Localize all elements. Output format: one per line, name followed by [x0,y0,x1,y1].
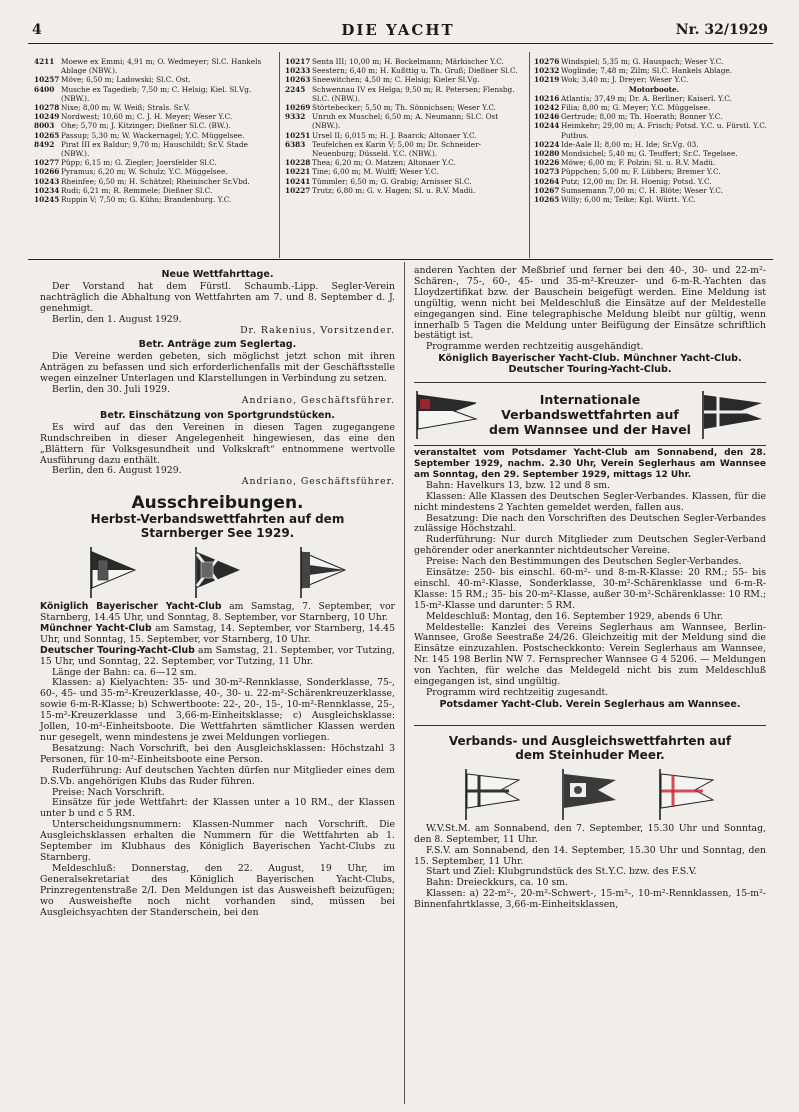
registry-entry [534,149,774,158]
registry-entry [34,186,274,195]
swallowtail-flag-icon [657,768,717,820]
registry-number: 10234 [34,185,60,195]
registry-number: 2245 [285,84,306,94]
registry-number: 4211 [34,57,55,66]
section-rule [414,725,766,726]
registry-text: Moewe ex Emmi; 4,91 m; O. Wedmeyer; Sl.C. Hankels Ablage (NBW.). [61,57,262,76]
club-signature: Deutscher Touring-Yacht-Club. [508,364,672,376]
registry-entry [34,131,274,140]
dtyc-entry: Deutscher Touring-Yacht-Club am Samstag, 21. September, vor Tutzing, 15 Uhr, und Sonntag, 22. September, vor Tutzing, 11 Uhr. [40,644,395,667]
registry-text: Nordwest; 10,60 m; C. J. H. Meyer; Weser Y.C. [61,112,233,122]
paragraph: Programm wird rechtzeitig zugesandt. [426,687,609,698]
flags-row [60,546,375,598]
signature: Andriano, Geschäftsführer. [241,394,395,406]
registry-number: 10257 [34,75,60,85]
registry-text: Ruppin V; 7,50 m; G. Kühn; Brandenburg. Y.C. [61,195,232,205]
column-divider [279,52,280,258]
registry-entry [34,121,274,130]
date-line: Berlin, den 30. Juli 1929. [52,384,170,396]
registry-number: 10266 [34,167,60,177]
right-column [414,266,766,911]
registry-number: 10280 [534,149,560,159]
registry-entry [34,103,274,112]
heading-einschaetzung: Betr. Einschätzung von Sportgrundstücken. [100,409,335,421]
kbyc-entry: Königlich Bayerischer Yacht-Club am Samstag, 7. September, vor Starnberg, 14.45 Uhr, und Sonntag, 8. September, vor Starnberg, 10 Uhr. [40,601,395,624]
registry-number: 10265 [534,195,560,205]
registry-number: 10278 [34,103,60,113]
date-line: Berlin, den 1. August 1929. [52,313,182,325]
journal-title: DIE YACHT [341,21,455,39]
myc-entry: Münchner Yacht-Club am Samstag, 14. September, vor Starnberg, 14.45 Uhr, und Sonntag, 15. September, vor Starnberg, 10 Uhr. [40,622,395,645]
registry-text: Willy; 6,00 m; Teike; Kgl. Württ. Y.C. [561,195,696,205]
paragraph: Ruderführung: Nur durch Mitglieder zum Deutschen Segler-Verband gehörender oder anerkannter nichtdeutscher Vereine. [414,534,766,557]
registry-entry [34,195,274,204]
registry-text: Möwe; 6,00 m; F. Polzin; Sl. u. R.V. Madü. [561,158,716,168]
section-rule [414,382,766,383]
registry-entry [534,140,774,149]
registry-entry [534,94,774,103]
paragraph: Meldeschluß: Donnerstag, den 22. August, 19 Uhr, im Generalsekretariat des Königlich Bayerischen Yacht-Clubs, Prinzregentenstraße 2/I. Den Meldungen ist das Ausweisheft beizufügen; wo Ausweishefte noch nicht vorhanden sind, müssen bei Ausgleichsyachten der Standerschein, bei den [40,862,395,918]
registry-number: 6383 [285,139,306,149]
paragraph: Länge der Bahn: ca. 6—12 sm. [52,666,197,678]
registry-number: 10245 [34,195,60,205]
registry-number: 10224 [534,139,560,149]
registry-entry [534,66,774,75]
registry-column-1 [34,57,274,204]
registry-entry [534,186,774,195]
registry-number: 10226 [534,158,560,168]
paragraph: Meldestelle: Kanzlei des Vereins Seglerhaus am Wannsee, Berlin-Wannsee, Große Seestraße 24/26. Gleichzeitig mit der Meldung sind die Einsätze einzuzahlen. Postscheckkonto: Verein Seglerhaus am Wannsee, Nr. 145 198 Berlin NW 7. Fernsprecher Wannsee G 4 5206. — Meldungen von Yachten, für welche das Meldegeld nicht bis zum Meldeschluß eingegangen ist, sind ungültig. [414,621,766,688]
heading-antraege: Betr. Anträge zum Seglertag. [138,339,297,351]
registry-number: 10251 [285,130,311,140]
registry-entry [285,140,525,158]
paragraph: Die Vereine werden gebeten, sich möglichst jetzt schon mit ihren Anträgen zu befassen und sich erforderlichenfalls mit der Geschäftsstelle wegen einzelner Unterlagen und Klarstellungen in Verbindung zu setzen. [40,351,395,385]
registry-entry [285,112,525,130]
paragraph: Bahn: Dreieckkurs, ca. 10 sm. [426,877,568,889]
registry-entry [34,57,274,75]
registry-entry [534,195,774,204]
registry-entry [285,167,525,176]
registry-entry [34,177,274,186]
registry-entry [34,112,274,121]
registry-text: Mondsichel; 5,40 m; G. Teuffert; Sr.C. Tegelsee. [561,149,738,159]
registry-entry [285,66,525,75]
registry-entry [534,103,774,112]
swallowtail-flag-icon [463,768,523,820]
paragraph: Bahn: Havelkurs 13, bzw. 12 und 8 sm. [426,479,611,491]
registry-entry [285,85,525,103]
paragraph: F.S.V. am Sonnabend, den 14. September, 15.30 Uhr und Sonntag, den 15. September, 11 Uhr. [414,844,766,867]
ausschreibungen-heading: Ausschreibungen. [131,493,304,514]
registry-number: 10264 [534,176,560,186]
column-divider [529,52,530,258]
registry-entry [34,167,274,176]
section-rule [414,445,766,446]
registry-number: 10227 [285,185,311,195]
registry-text: Rudi; 6,21 m; R. Remmele; Dießner Sl.C. [61,185,213,195]
registry-text: Tümmler; 6,50 m; G. Grabig; Arnisser Sl.C. [312,176,472,186]
registry-entry [34,75,274,84]
paragraph: Einsätze: 250- bis einschl. 60-m²- und 8-m-R-Klasse: 20 RM.; 55- bis einschl. 40-m²-Klasse, Sonderklasse, 30-m²-Schärenklasse und 6-m-R-Klasse: 15 RM.; 35- bis 20-m²-Klasse, außer 30-m²-Schärenklasse: 10 RM.; 15-m²-Klasse und darunter: 5 RM. [414,567,766,611]
registry-number: 10241 [285,176,311,186]
registry-text: Ohe; 5,70 m; J. Kitzinger; Dießner Sl.C. (BW.). [61,121,231,131]
registry-number: 10249 [34,112,60,122]
paragraph: Es wird auf das den Vereinen in diesen Tagen zugegangene Rundschreiben in dieser Angelegenheit hingewiesen, das eine den „Blättern für Volksgesundheit und Volkskraft“ entnommene wertvolle Ausführung dazu enthält. [40,421,395,466]
paragraph: Klassen: a) Kielyachten: 35- und 30-m²-Rennklasse, Sonderklasse, 75-, 60-, 45- und 35-m²-Kreuzerklasse, 40-, 30- u. 22-m²-Schärenkreuzerklasse, sowie 6-m-R-Klasse; b) Schwertboote: 22-, 20-, 15-, 10-m²-Rennklasse, 25-, 15-m²-Kreuzerklasse und 3,66-m-Einheitsklasse; c) Ausgleichsklasse: Jollen, 10-m²-Einheitsboote. Die Wettfahrten sämtlicher Klassen werden nur gesegelt, wenn mindestens je zwei Meldungen vorliegen. [40,677,395,743]
club-burgee-flag-icon [88,546,138,598]
registry-text: Putz; 12,00 m; Dr. H. Hoenig; Potsd. Y.C. [561,176,712,186]
registry-entry [534,121,774,139]
heading-neue-wettfahrttage: Neue Wettfahrttage. [161,269,274,280]
header-rule [28,43,773,44]
registry-number: 10277 [34,158,60,168]
registry-text: Woglinde; 7,48 m; Zilm; Sl.C. Hankels Ablage. [561,66,732,76]
issue-number: Nr. 32/1929 [675,22,768,38]
registry-text: Filia; 8,00 m; G. Meyer; Y.C. Müggelsee. [561,103,711,113]
registry-rule [28,259,773,260]
registry-text: Sumsemann 7,00 m; C. H. Blöte; Weser Y.C. [561,185,723,195]
column-divider [404,262,405,1104]
club-signature: Königlich Bayerischer Yacht-Club. Münchner Yacht-Club. [438,353,742,365]
registry-entry [34,85,274,103]
registry-entry [285,177,525,186]
registry-entry [534,75,774,84]
registry-number: 9332 [285,112,306,122]
registry-number: 10263 [285,75,311,85]
registry-text: Ide-Aale II; 8,00 m; H. Ide; Sr.Vg. 03. [561,139,699,149]
registry-number: 8003 [34,121,55,131]
registry-text: Passup; 5,30 m; W. Wackernagel; Y.C. Müggelsee. [61,130,245,140]
registry-text: Pirat III ex Baldur; 9,70 m; Hauschildt; Sr.V. Stade (NBW.). [61,139,248,159]
intl-lead: veranstaltet vom Potsdamer Yacht-Club am Sonnabend, den 28. September 1929, nachm. 2.30 Uhr, Verein Seglerhaus am Wannsee am Sonntag, den 29. September 1929, mittags 12 Uhr. [414,448,766,480]
registry-entry [534,57,774,66]
registry-number: 10216 [534,93,560,103]
registry-number: 10269 [285,103,311,113]
steinhuder-title: Verbands- und Ausgleichswettfahrten auf dem Steinhuder Meer. [448,733,732,762]
paragraph: W.V.St.M. am Sonnabend, den 7. September, 15.30 Uhr und Sonntag, den 8. September, 11 Uhr. [414,822,766,845]
registry-column-3 [534,57,774,204]
registry-entry [534,158,774,167]
registry-number: 8492 [34,139,55,149]
club-burgee-flag-icon [193,546,243,598]
registry-text: Möve; 6,50 m; Ladowski; Sl.C. Ost. [61,75,191,85]
registry-entry [285,75,525,84]
date-line: Berlin, den 6. August 1929. [52,465,182,477]
registry-number: 10276 [534,57,560,66]
registry-entry [534,112,774,121]
registry-text: Windspiel; 5,35 m; G. Hauspach; Weser Y.C. [561,57,724,66]
registry-entry [285,131,525,140]
paragraph: Besatzung: Die nach den Vorschriften des Deutschen Segler-Verbandes zulässige Höchstzahl. [414,512,766,535]
registry-text: Ursel II; 6,015 m; H. J. Baarck; Altonaer Y.C. [312,130,477,140]
signature: Andriano, Geschäftsführer. [241,476,395,488]
paragraph: Start und Ziel: Klubgrundstück des St.Y.C. bzw. des F.S.V. [426,866,697,878]
registry-number: 10267 [534,185,560,195]
left-column [40,266,395,918]
swallowtail-flag-icon [700,389,766,439]
intl-title-block [414,389,766,439]
registry-text: Musche ex Tagedieb; 7,50 m; C. Helsig; Kiel. Sl.Vg. (NBW.). [61,84,252,103]
registry-text: Senta III; 10,00 m; H. Bockelmann; Märkischer Y.C. [312,57,504,66]
registry-text: Thea; 6,20 m; O. Matzen; Altonaer Y.C. [312,158,456,168]
pennant-flag-icon [298,546,348,598]
registry-text: Unruh ex Muschel; 6,50 m; A. Neumann; Sl.C. Ost (NBW.). [312,112,499,131]
swallowtail-flag-icon [560,768,620,820]
registry-number: 10228 [285,158,311,168]
registry-number: 10273 [534,167,560,177]
paragraph: Klassen: a) 22-m²-, 20-m²-Schwert-, 15-m²-, 10-m²-Rennklassen, 15-m²-Binnenfahrtklasse, 3,66-m-Einheitsklassen, [414,888,766,911]
registry-text: Pyramus; 6,20 m; W. Schulz; Y.C. Müggelsee. [61,167,228,177]
paragraph: Meldeschluß: Montag, den 16. September 1929, abends 6 Uhr. [426,610,724,622]
registry-number: 10217 [285,57,311,66]
registry-entry [285,158,525,167]
registry-text: Rheinfee; 6,50 m; H. Schätzel; Rheinischer Sr.Vbd. [61,176,250,186]
registry-number: 10221 [285,167,311,177]
registry-text: Atlantis; 37,49 m; Dr. A. Berliner; Kaiserl. Y.C. [561,93,732,103]
flags-row [444,768,736,820]
registry-number: 10233 [285,66,311,76]
paragraph: Ruderführung: Auf deutschen Yachten dürfen nur Mitglieder eines dem D.S.Vb. angehörigen Klubs das Ruder führen. [40,764,395,787]
registry-number: 10246 [534,112,560,122]
registry-number: 10232 [534,66,560,76]
registry-number: 10244 [534,121,560,131]
registry-number: 10242 [534,103,560,113]
registry-text: Tine; 6,00 m; M. Wulff; Weser Y.C. [312,167,439,177]
registry-entry [285,103,525,112]
registry-entry [534,167,774,176]
swallowtail-flag-icon [414,389,480,439]
paragraph: Preise: Nach den Bestimmungen des Deutschen Segler-Verbandes. [426,556,742,568]
paragraph: Der Vorstand hat dem Fürstl. Schaumb.-Lipp. Segler-Verein nachträglich die Abhaltung von Wettfahrten am 7. und 8. September d. J. genehmigt. [40,280,395,314]
registry-text: Schwennau IV ex Helga; 9,50 m; R. Petersen; Flensbg. Sl.C. (NBW.). [312,84,515,103]
paragraph: Besatzung: Nach Vorschrift, bei den Ausgleichsklassen: Höchstzahl 3 Personen, für 10-m²-Einheitsboote eine Person. [40,742,395,765]
registry-text: Störtebecker; 5,50 m; Th. Sönnichsen; Weser Y.C. [312,103,496,113]
registry-entry [34,158,274,167]
registry-text: Püpp; 6,15 m; G. Ziegler; Joersfelder Sl.C. [61,158,217,168]
registry-subheading [534,85,774,94]
paragraph: Klassen: Alle Klassen des Deutschen Segler-Verbandes. Klassen, für die nicht mindestens 2 Yachten gemeldet werden, fallen aus. [414,490,766,513]
registry-entry [285,186,525,195]
page-header [28,20,768,42]
registry-number: 6400 [34,84,55,94]
herbst-title: Herbst-Verbandswettfahrten auf dem Starnberger See 1929. [90,512,345,541]
signature: Dr. Rakenius, Vorsitzender. [240,324,395,336]
paragraph: Preise: Nach Vorschrift. [52,786,165,798]
registry-number: 10219 [534,75,560,85]
registry-column-2 [285,57,525,195]
registry-entry [34,140,274,158]
registry-text: Seestern; 6,40 m; H. Kußttig u. Th. Gruß; Dießner Sl.C. [312,66,518,76]
registry-text: Wok; 3,40 m; J. Dreyer; Weser Y.C. [561,75,689,85]
registry-text: Gertrude; 8,00 m; Th. Hoerath; Bonner Y.C. [561,112,723,122]
paragraph: Einsätze für jede Wettfahrt: der Klassen unter a 10 RM., der Klassen unter b und c 5 RM. [40,797,395,820]
intl-title: Internationale Verbandswettfahrten auf dem Wannsee und der Havel [489,391,691,437]
registry-text: Heimkehr; 29,00 m; A. Frisch; Potsd. Y.C. u. Fürstl. Y.C. Putbus. [561,121,767,140]
club-signature: Potsdamer Yacht-Club. Verein Seglerhaus am Wannsee. [439,698,741,710]
registry-text: Trutz; 6,80 m; G. v. Hagen; Sl. u. R.V. Madü. [312,185,476,195]
paragraph: anderen Yachten der Meßbrief und ferner bei den 40-, 30- und 22-m²-Schären-, 75-, 60-, 45- und 35-m²-Kreuzer- und 6-m-R.-Yachten das Lloydzertifikat bzw. der Bauschein beigefügt werden. Eine Meldung ist ungültig, wenn nicht bei Meldeschluß die Einsätze auf der Meldestelle eingegangen sind. Eine telegraphische Meldung bleibt nur gültig, wenn innerhalb 5 Tagen die Meldung unter Beifügung der Einsätze schriftlich bestätigt ist. [414,265,766,342]
registry-text: Sneewitchen; 4,50 m; C. Helsig; Kieler Sl.Vg. [312,75,480,85]
paragraph: Programme werden rechtzeitig ausgehändigt. [426,341,644,353]
registry-text: Püppchen; 5,00 m; F. Lübbers; Bremer Y.C. [561,167,721,177]
registry-text: Teufelchen ex Karin V; 5,00 m; Dr. Schneider-Neuenburg; Düsseld. Y.C. (NBW.). [312,139,482,159]
registry-text: Nixe; 8,00 m; W. Weiß; Strals. Sr.V. [61,103,191,113]
registry-number: 10265 [34,130,60,140]
registry-subheading-text: Motorboote. [628,84,680,94]
page-number: 4 [32,22,42,38]
paragraph: Unterscheidungsnummern: Klassen-Nummer nach Vorschrift. Die Ausgleichsklassen erhalten die Nummern für die Wettfahrten ab 1. September im Klubhaus des Königlich Bayerischen Yacht-Clubs zu Starnberg. [40,819,395,863]
registry-number: 10243 [34,176,60,186]
registry-entry [285,57,525,66]
registry-entry [534,177,774,186]
